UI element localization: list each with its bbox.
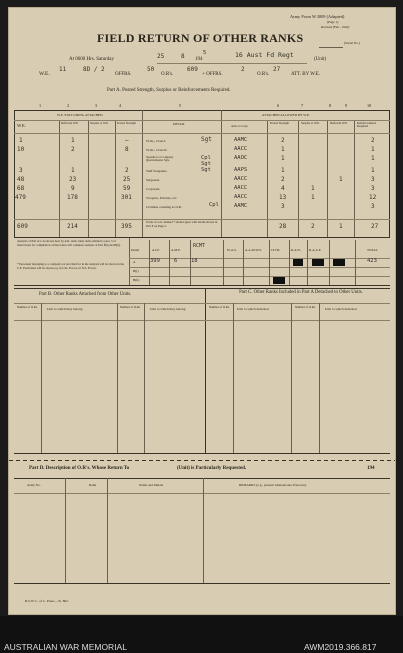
part-a-title: Part A. Posted Strength, Surplus or Reinforcements Required.: [107, 88, 231, 93]
part-d-unit: (Unit) is Particularly Requested.: [177, 466, 247, 471]
redaction-block: [273, 277, 285, 284]
ors-label: O.R's.: [161, 72, 174, 77]
footer-left: AUSTRALIAN WAR MEMORIAL: [4, 642, 127, 652]
plus-offrs-label: + OFFRS.: [202, 72, 223, 77]
form-sheet: Army Form W.3009 (Adapted) (Page 1) Revised (Feb., 1942) (Serial No.) FIELD RETURN OF OTHER RANKS At 0600 Hrs. Saturday 25 8 194 5 16 Aust Fd Regt (Unit) W.E. 11 8D / 2 OFFRS. 50 O.R's. 609 + OFFRS. 2 27 O.R's. ATT. BY W.E. Part A. Posted Strength, Surplus or Reinforcements Required. 1 2 3 4 5 6 7 8 9 10 W.E. EXCLUDING ATTACHED ATTACHED ALLOWED BY W.E. DETAIL W.E. Deficient W.E. Surplus to W.E. Posted Strength Arm or Corps Posted Strength Surplus to W.E. Deficient W.E. Reinforcements Required 1 1 — W.Os., Class I. Sgt AAMC 2 2 10 2 8 W.Os., Class II. AACC 1 1 Squadron or Company Quartermaster Sgts. Cpl Sgt AAOC 1 1 3 1 2 Staff Sergeants. Sgt AAPS 1 1 48 23 25 Sergeants. AACC 2 1 3 68 9 59 Corporals. AACC 4 1 3 479 178 301 Troopers, Privates, etc. AACC 13 1 12 Civilians counting as O.R. Cpl AAMC 3 3 609 214 395 Totals of cols. marked * should agree with details shown in Part E on Page 2. 28 2 1 27 Analysis of Part A to be shown here by ALL units. Only units entitled to para. 3 of instructions for compilation of this return will complete analysis of Part B(i) and B(ii). * Personnel belonging to a company not provided for in the analysis will be shown in the C.E. Particulars will be shown e.g. in U.K. Forces, in N.Z. Forces. Detail A.I.F. A.M.F. RCMT W.A.S. A.A.M.W.S. CIVIL R.A.N. R.A.A.F. TOTAL A 399 6 18 423 B(i) B(ii) Part B. Other Ranks Attached from Other Units. Part C. Other Ranks Included in Part A Detached to Other Units. Number of O.Rs. Unit to which they belong Number of O.Rs. Unit to which they belong Number of O.Rs. Unit to which detached Number of O.Rs. Unit to which detached Part D. Description of O.R's. Whose Return To (Unit) is Particularly Requested. 194 Army No. Rank Name and Initials REMARKS (e.g., present whereabouts if known). R.S.W. L. of C. Press.—St. 802.: [8, 7, 396, 615]
part-b-title: Part B. Other Ranks Attached from Other Units.: [39, 292, 132, 297]
redaction-block: [312, 259, 324, 266]
offrs-label: OFFRS.: [115, 72, 132, 77]
year-digit: 5: [203, 50, 207, 56]
redaction-block: [333, 259, 345, 266]
detail-header: DETAIL: [173, 122, 185, 126]
we-excl-header: W.E. EXCLUDING ATTACHED: [57, 113, 103, 117]
footer-right: AWM2019.366.817: [304, 642, 377, 652]
deficient-header: Deficient W.E.: [61, 121, 79, 125]
deficient-right-header: Deficient W.E.: [330, 121, 348, 125]
attached-header: ATTACHED ALLOWED BY W.E.: [262, 113, 310, 117]
serial-label: (Serial No.): [344, 41, 361, 45]
ors-value-2: 609: [187, 66, 198, 73]
analysis-note: * Personnel belonging to a company not provided for in the analysis will be shown in the C.E. Particulars will be shown e.g. in U.K. Forces, in N.Z. Forces.: [17, 262, 124, 270]
we-value: 11: [59, 66, 67, 73]
ors2-label: O.R's.: [257, 72, 270, 77]
ors-value: 50: [147, 66, 155, 73]
posted-strength-right-header: Posted Strength: [270, 121, 289, 125]
revised-label: Revised (Feb., 1942): [321, 25, 350, 29]
ors2-value: 27: [273, 66, 281, 73]
archive-footer: [0, 616, 403, 653]
we-value-2: 8D / 2: [83, 66, 105, 73]
at-time-label: At 0600 Hrs. Saturday: [69, 57, 114, 62]
offrs-value: 2: [241, 66, 245, 73]
date-month: 8: [181, 53, 185, 60]
part-d-date: 194: [367, 466, 375, 471]
form-title: FIELD RETURN OF OTHER RANKS: [97, 31, 304, 45]
page-label: (Page 1): [327, 20, 339, 24]
redaction-block: [293, 259, 303, 266]
surplus-right-header: Surplus to W.E.: [301, 121, 320, 125]
arm-corps-header: Arm or Corps: [231, 124, 248, 128]
army-form-label: Army Form W.3009 (Adapted): [290, 14, 345, 19]
we-label: W.E.: [39, 71, 50, 77]
unit-label: (Unit): [314, 57, 327, 62]
posted-strength-header: Posted Strength: [117, 121, 136, 125]
analysis-text: Analysis of Part A to be shown here by ALL units. Only units entitled to para. 3 of instructions for compilation of this return will complete analysis of Part B(i) and B(ii).: [17, 239, 121, 247]
att-by-we-label: ATT. BY W.E.: [291, 72, 321, 77]
date-day: 25: [157, 53, 165, 60]
surplus-header: Surplus to W.E.: [90, 121, 109, 125]
print-note: R.S.W. L. of C. Press.—St. 802.: [25, 599, 69, 603]
part-d-title: Part D. Description of O.R's. Whose Return To: [29, 466, 130, 471]
year-label: 194: [195, 57, 203, 62]
part-c-title: Part C. Other Ranks Included in Part A Detached to Other Units.: [239, 290, 363, 295]
unit-name: 16 Aust Fd Regt: [235, 51, 294, 59]
reinforcements-header: Reinforcements Required: [357, 121, 376, 128]
we-col-header: W.E.: [17, 123, 27, 128]
